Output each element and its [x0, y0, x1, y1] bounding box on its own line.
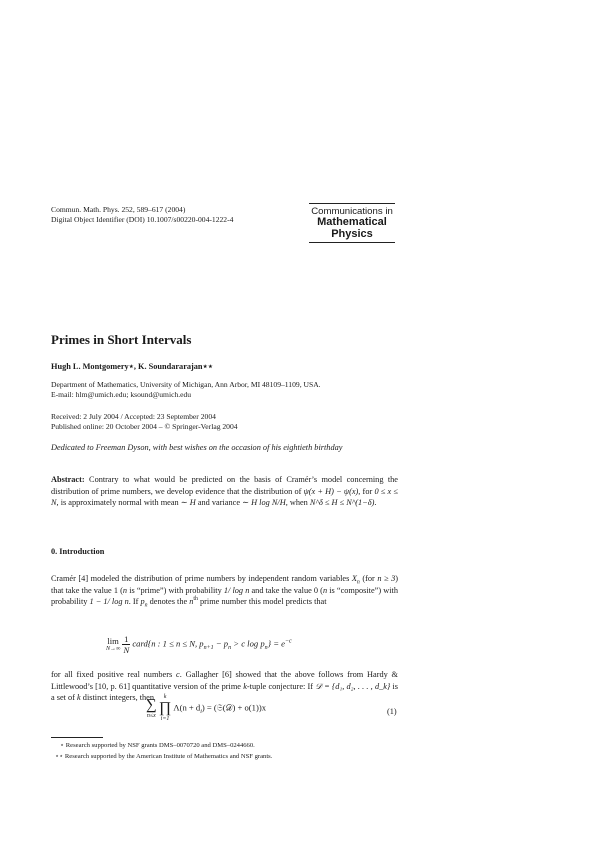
- limit-body: card{n : 1 ≤ n ≤ N, p: [132, 638, 204, 649]
- lim-subscript: N→∞: [106, 646, 121, 652]
- intro-math: n ≥ 3: [377, 574, 396, 583]
- intro-math: X: [351, 574, 357, 583]
- abstract-text-1: Contrary to what would be predicted on the basis of Cramér’s model concerning the distribution of prime numbers, we develop evidence that the distribution of: [51, 475, 398, 496]
- intro-sup: th: [193, 596, 198, 603]
- intro-math: 1/ log n: [223, 585, 250, 595]
- equation-limit: lim N→∞ $\frac{1}{N}$ card{n : 1 ≤ n ≤ N, $p_{n+1} - p_n > c$ $\log p_n\} = e^{-c}$: [106, 634, 292, 655]
- footnote-rule: [51, 737, 103, 738]
- abstract-math-3: ∼ H: [180, 498, 196, 508]
- limit-body-3: > c log p: [231, 638, 265, 649]
- received-accepted: Received: 2 July 2004 / Accepted: 23 September 2004: [51, 412, 216, 421]
- intro-text: ) that take the value 1 (: [51, 574, 399, 595]
- abstract-label: Abstract:: [51, 475, 85, 484]
- footnote-1: ⋆ Research supported by NSF grants DMS–0070720 and DMS–0244660.: [60, 742, 255, 749]
- intro-text: is “prime”) with probability: [127, 585, 224, 595]
- limit-body-4: } = e: [267, 638, 285, 649]
- affiliation-email: E-mail: hlm@umich.edu; ksound@umich.edu: [51, 390, 192, 399]
- abstract-text-5: , when: [285, 498, 310, 508]
- journal-line-3: Physics: [331, 227, 373, 240]
- product-lower: i=1: [160, 716, 170, 722]
- intro-math: n: [322, 585, 328, 595]
- intro-text: . If: [128, 597, 141, 607]
- intro-math: 1 − 1/ log n: [89, 597, 129, 607]
- p2-text: distinct integers, then: [80, 693, 155, 703]
- intro-text: prime number this model predicts that: [197, 597, 327, 607]
- fraction-denominator: N: [123, 645, 130, 655]
- equation-body-2: ) = (𝔖(𝒟) + o(1))x: [201, 702, 266, 713]
- p2-math: k: [243, 681, 247, 691]
- equation-body: Λ(n + d: [173, 702, 201, 713]
- intro-math: p: [140, 597, 145, 607]
- p2-text: . Gallagher [6] showed that the above follows from Hardy & Littlewood’s [10, p. 61] quantitative version of the prime: [51, 670, 398, 691]
- abstract: [51, 474, 398, 509]
- sum-lower: n≤x: [146, 712, 156, 719]
- p2-math: 𝒟 = {d₁, d₂, . . . , d_k}: [315, 681, 391, 691]
- limit-exponent: −c: [285, 638, 292, 645]
- doi: Digital Object Identifier (DOI) 10.1007/s00220-004-1222-4: [51, 215, 234, 224]
- abstract-math-2: 0 ≤ x ≤ N: [51, 486, 398, 508]
- published-online: Published online: 20 October 2004 – © Springer-Verlag 2004: [51, 422, 238, 431]
- citation-header: [51, 205, 351, 225]
- section-heading: 0. Introduction: [51, 547, 105, 556]
- sum-operator: ∑ n≤x: [146, 696, 157, 719]
- p2-math: c: [176, 670, 180, 679]
- fraction: [122, 634, 130, 655]
- limit-operator: [106, 636, 120, 653]
- p2-text: -tuple conjecture: If: [246, 681, 316, 691]
- product-operator: k ∏ i=1: [158, 694, 172, 722]
- lim-text: lim: [107, 636, 119, 646]
- abstract-text-4: and variance: [195, 498, 243, 508]
- intro-math: n: [189, 597, 194, 607]
- equation-number: (1): [387, 707, 397, 716]
- abstract-math-1: ψ(x + H) − ψ(x): [303, 486, 359, 496]
- intro-text: (for: [359, 574, 378, 583]
- intro-text: and take the value 0 (: [249, 585, 323, 595]
- journal-logo: [309, 203, 395, 243]
- dates: [51, 412, 551, 432]
- journal-line-1: Communications in: [311, 206, 393, 217]
- authors: Hugh L. Montgomery⋆, K. Soundararajan⋆⋆: [51, 362, 213, 371]
- footnote-2: ⋆⋆ Research supported by the American Institute of Mathematics and NSF grants.: [55, 753, 273, 760]
- p2-text: is a set of: [51, 681, 398, 703]
- product-upper: k: [163, 694, 167, 700]
- abstract-text-6: .: [374, 498, 377, 508]
- affiliation: [51, 380, 551, 400]
- affiliation-address: Department of Mathematics, University of Michigan, Ann Arbor, MI 48109–1109, USA.: [51, 380, 321, 389]
- dedication: Dedicated to Freeman Dyson, with best wishes on the occasion of his eightieth birthday: [51, 443, 343, 452]
- abstract-text-3: , is approximately normal with mean: [56, 498, 181, 508]
- journal-line-2: Mathematical: [317, 216, 387, 228]
- intro-text: denotes the: [147, 597, 190, 607]
- abstract-text-2: , for: [358, 486, 375, 496]
- p2-math: k: [77, 693, 81, 703]
- abstract-math-5: N^δ ≤ H ≤ N^(1−δ): [309, 498, 375, 508]
- equation-subscript: i: [200, 709, 202, 716]
- limit-body-2: − p: [213, 638, 229, 649]
- fraction-numerator: 1: [124, 634, 129, 644]
- abstract-math-4: ∼ H log N/H: [242, 498, 286, 508]
- equation-1: [146, 694, 406, 723]
- paper-title: Primes in Short Intervals: [51, 332, 192, 347]
- intro-text: Cramér [4] modeled the distribution of prime numbers by independent random variables: [51, 574, 352, 583]
- intro-math: n: [122, 585, 128, 595]
- intro-text: is “composite”) with probability: [51, 585, 398, 607]
- p2-text: for all fixed positive real numbers: [51, 670, 177, 679]
- intro-paragraph: Cramér [4] modeled the distribution of prime numbers by independent random variables $X_n$ (for n ≥ 3) that take the value 1 (n is “prime”) with probability 1/ log n and take the value 0 (n is “composite”) with probability 1 − 1/ log n. If $p_n$ denotes the $n^{th}$ prime number this model predicts that: [51, 574, 399, 610]
- citation: Commun. Math. Phys. 252, 589–617 (2004): [51, 205, 186, 214]
